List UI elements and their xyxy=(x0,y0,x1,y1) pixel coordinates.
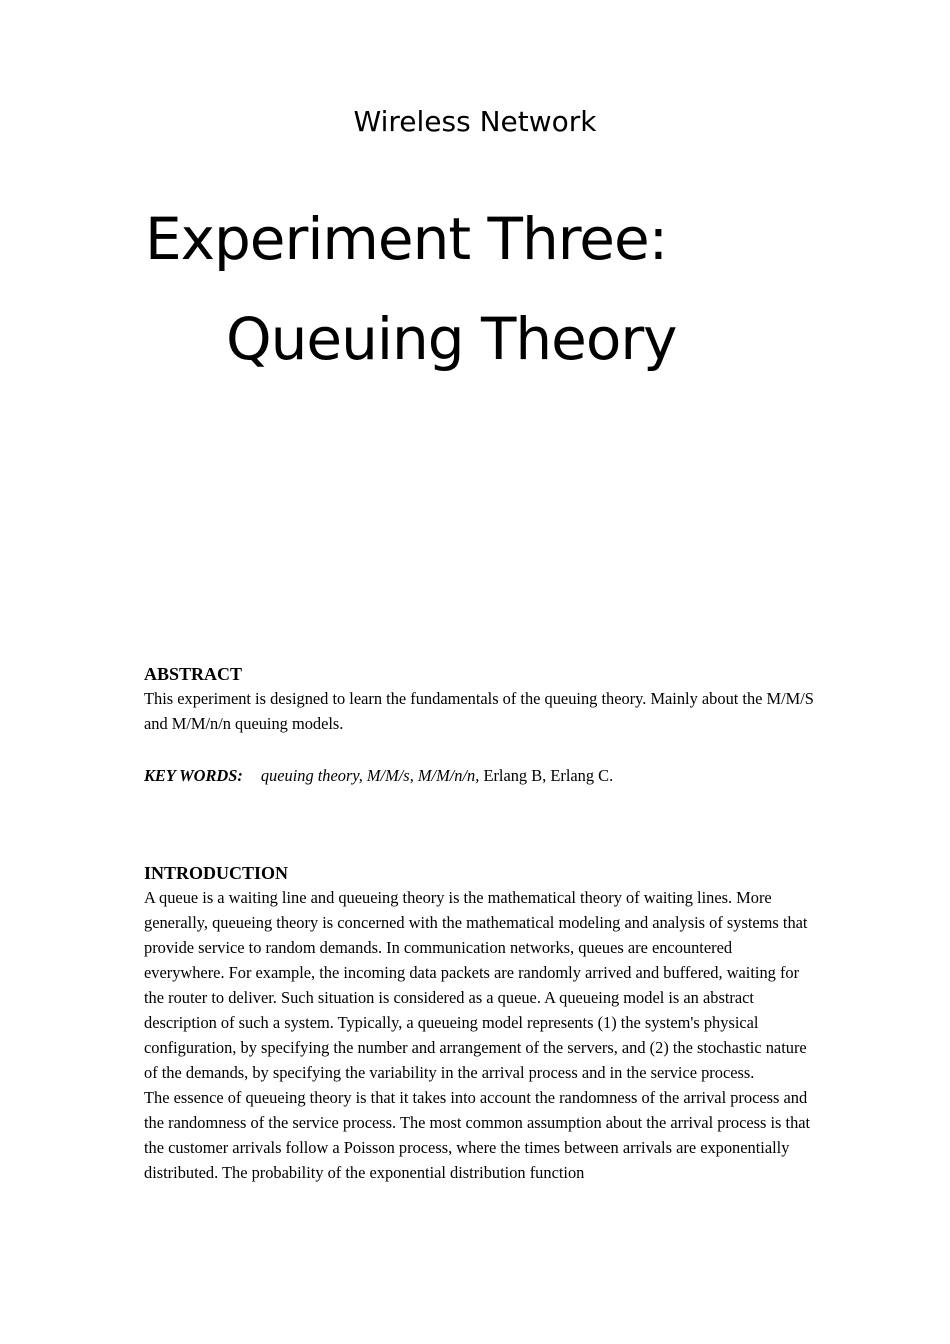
abstract-heading: ABSTRACT xyxy=(144,664,243,684)
experiment-title-line2: Queuing Theory xyxy=(226,305,677,373)
keywords-italic-terms: queuing theory, M/M/s, M/M/n/n, xyxy=(260,766,480,785)
introduction-paragraph-2: The essence of queueing theory is that it takes into account the randomness of the arrival process and the randomness of the service process. The most common assumption about the arrival process is that the customer arrivals follow a Poisson process, where the times between arrivals are exponentially distributed. The probability of the exponential distribution function xyxy=(144,1088,811,1182)
introduction-section xyxy=(144,861,814,1185)
experiment-title-line1: Experiment Three: xyxy=(145,205,668,273)
keywords-section xyxy=(144,763,814,788)
introduction-paragraph-1: A queue is a waiting line and queueing theory is the mathematical theory of waiting lines. More generally, queueing theory is concerned with the mathematical modeling and analysis of systems that provide service to random demands. In communication networks, queues are encountered everywhere. For example, the incoming data packets are randomly arrived and buffered, waiting for the router to deliver. Such situation is considered as a queue. A queueing model is an abstract description of such a system. Typically, a queueing model represents (1) the system's physical configuration, by specifying the number and arrangement of the servers, and (2) the stochastic nature of the demands, by specifying the variability in the arrival process and in the service process. xyxy=(144,888,808,1082)
keywords-plain-terms: Erlang B, Erlang C. xyxy=(479,766,614,785)
course-title: Wireless Network xyxy=(353,105,597,138)
keywords-label: KEY WORDS: xyxy=(144,766,243,785)
introduction-heading: INTRODUCTION xyxy=(144,863,289,883)
abstract-text: This experiment is designed to learn the fundamentals of the queuing theory. Mainly about the M/M/S and M/M/n/n queuing models. xyxy=(144,689,814,733)
abstract-section xyxy=(144,662,814,736)
